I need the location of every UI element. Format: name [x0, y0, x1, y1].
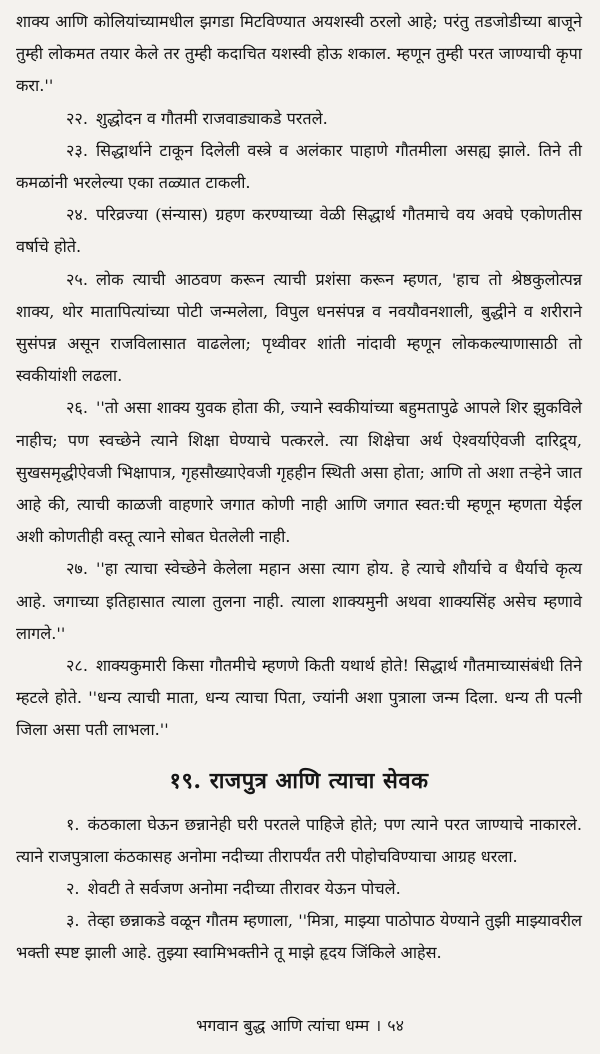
paragraph-text: शेवटी ते सर्वजण अनोमा नदीच्या तीरावर येऊन पोचले.	[87, 879, 401, 899]
paragraph-22	[16, 103, 582, 135]
paragraph-text: तेव्हा छन्नाकडे वळून गौतम म्हणाला, ''मित्रा, माझ्या पाठोपाठ येण्याने तुझी माझ्यावरील भक्ती स्पष्ट झाली आहे. तुझ्या स्वामिभक्तीने तू माझे हृदय जिंकिले आहेस.	[16, 911, 582, 963]
paragraph-number: २६.	[66, 398, 88, 418]
paragraph-28	[16, 650, 582, 747]
footer-separator: ।	[375, 1016, 382, 1035]
paragraph-text: सिद्धार्थाने टाकून दिलेली वस्त्रे व अलंकार पाहाणे गौतमीला असह्य झाले. तिने ती कमळांनी भरलेल्या एका तळ्यात टाकली.	[16, 140, 582, 193]
paragraph-text: ''तो असा शाक्य युवक होता की, ज्याने स्वकीयांच्या बहुमतापुढे आपले शिर झुकविले नाहीच; पण स्वच्छेने त्याने शिक्षा घेण्याचे पत्करले. त्या शिक्षेचा अर्थ ऐश्वर्याऐवजी दारिद्र्य, सुखसमृद्धीऐवजी भिक्षापात्र, गृहसौख्याऐवजी गृहहीन स्थिती असा होता; आणि तो अशा तऱ्हेने जात आहे की, त्याची काळजी वाहणारे जगात कोणी नाही आणि जगात स्वत:ची म्हणून म्हणता येईल अशी कोणतीही वस्तू त्याने सोबत घेतलेली नाही.	[16, 398, 582, 547]
paragraph-text: शाक्य आणि कोलियांच्यामधील झगडा मिटविण्यात अयशस्वी ठरलो आहे; परंतु तडजोडीच्या बाजूने तुम्ही लोकमत तयार केले तर तुम्ही कदाचित यशस्वी होऊ शकाल. म्हणून तुम्ही परत जाण्याची कृपा करा.''	[16, 12, 582, 96]
paragraph-text: शुद्धोदन व गौतमी राजवाड्याकडे परतले.	[95, 108, 328, 128]
paragraph-text: लोक त्याची आठवण करून त्याची प्रशंसा करून म्हणत, 'हाच तो श्रेष्ठकुलोत्पन्न शाक्य, थोर मातापित्यांच्या पोटी जन्मलेला, विपुल धनसंपन्न व नवयौवनशाली, बुद्धीने व शरीराने सुसंपन्न असून राजविलासात वाढलेला; पृथ्वीवर शांती नांदावी म्हणून लोककल्याणासाठी तो स्वकीयांशी लढला.	[16, 269, 582, 386]
paragraph-23	[16, 135, 582, 199]
paragraph-text: परिव्रज्या (संन्यास) ग्रहण करण्याच्या वेळी सिद्धार्थ गौतमाचे वय अवघे एकोणतीस वर्षाचे होते.	[16, 205, 582, 257]
paragraph-3	[16, 905, 582, 969]
section-heading: १९. राजपुत्र आणि त्याचा सेवक	[169, 767, 429, 794]
paragraph-text: कंठकाला घेऊन छन्नानेही घरी परतले पाहिजे होते; पण त्याने परत जाण्याचे नाकारले. त्याने राजपुत्राला कंठकासह अनोमा नदीच्या तीरापर्यंत तरी पोहोचविण्याचा आग्रह धरला.	[16, 814, 582, 866]
paragraph-text: ''हा त्याचा स्वेच्छेने केलेला महान असा त्याग होय. हे त्याचे शौर्याचे व धैर्याचे कृत्य आहे. जगाच्या इतिहासात त्याला तुलना नाही. त्याला शाक्यमुनी अथवा शाक्यसिंह असेच म्हणावे लागले.''	[16, 559, 582, 643]
page-footer	[0, 1014, 600, 1036]
paragraph-26	[16, 392, 582, 553]
paragraph-number: १.	[66, 814, 80, 834]
paragraph-27	[16, 553, 582, 650]
paragraph-number: २.	[66, 879, 80, 899]
paragraph-number: २७.	[66, 559, 88, 579]
paragraph-text: शाक्यकुमारी किसा गौतमीचे म्हणणे किती यथार्थ होते! सिद्धार्थ गौतमाच्यासंबंधी तिने म्हटले होते. ''धन्य त्याची माता, धन्य त्याचा पिता, ज्यांनी अशा पुत्राला जन्म दिला. धन्य ती पत्नी जिला असा पती लाभला.''	[16, 656, 582, 740]
paragraph-24	[16, 199, 582, 263]
paragraph-2	[16, 873, 582, 905]
paragraph-number: २३.	[66, 140, 88, 160]
paragraph-number: २५.	[66, 269, 88, 289]
paragraph-number: २२.	[66, 108, 88, 128]
paragraph-1	[16, 809, 582, 873]
book-title: भगवान बुद्ध आणि त्यांचा धम्म	[196, 1016, 370, 1035]
paragraph-number: ३.	[66, 911, 80, 931]
paragraph-25	[16, 264, 582, 393]
paragraph-number: २४.	[66, 205, 88, 225]
paragraph-continuation	[16, 6, 582, 103]
paragraph-number: २८.	[66, 656, 88, 676]
page-number: ५४	[387, 1016, 404, 1035]
